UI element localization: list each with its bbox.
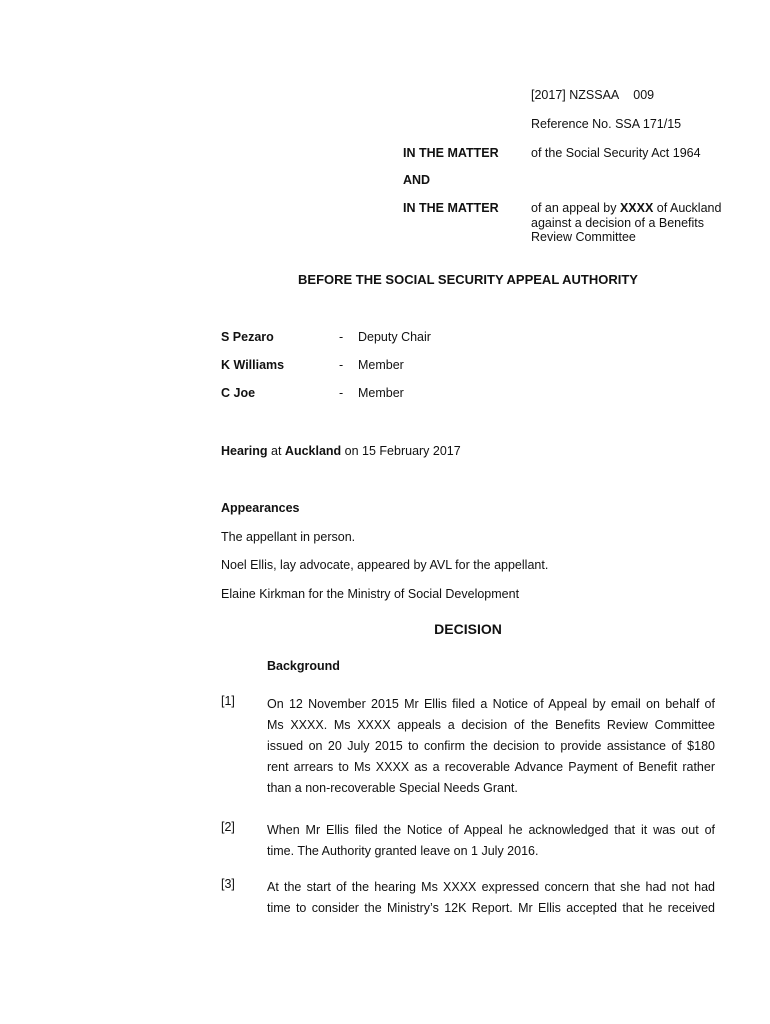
paragraph-text xyxy=(267,877,715,919)
matter-label-2: IN THE MATTER xyxy=(403,201,499,215)
paragraph-text xyxy=(267,694,715,799)
and-label: AND xyxy=(403,173,431,187)
matter-text-2-pre: of an appeal by xyxy=(531,201,620,215)
appearance-line: The appellant in person. xyxy=(221,530,356,544)
paragraph-line: than a non-recoverable Special Needs Grant. xyxy=(267,781,518,795)
hearing-word: Hearing xyxy=(221,444,268,458)
appellant-name: XXXX xyxy=(619,201,654,215)
paragraph-text xyxy=(267,820,715,862)
panel-member-role: Member xyxy=(358,358,404,372)
matter-label-1: IN THE MATTER xyxy=(403,146,499,160)
paragraph-number: [3] xyxy=(221,877,235,891)
matter-text-2 xyxy=(531,201,731,245)
hearing-date: on 15 February 2017 xyxy=(341,444,461,458)
hearing-details xyxy=(221,444,461,459)
paragraph-line: At the start of the hearing Ms XXXX expressed concern that she had not had xyxy=(267,880,715,894)
panel-member-role: Member xyxy=(358,386,404,400)
panel-member-name: K Williams xyxy=(221,358,285,372)
paragraph-line: Ms XXXX. Ms XXXX appeals a decision of the Benefits Review Committee xyxy=(267,718,715,732)
matter-text-2-post: of Auckland against a decision of a Benefits Review Committee xyxy=(531,201,722,244)
citation-number: 009 xyxy=(633,88,655,102)
paragraph-line: issued on 20 July 2015 to confirm the decision to provide assistance of $180 xyxy=(267,739,715,753)
panel-member-name: S Pezaro xyxy=(221,330,274,344)
paragraph-number: [1] xyxy=(221,694,235,708)
panel-member-dash: - xyxy=(339,386,344,400)
panel-member-role: Deputy Chair xyxy=(358,330,431,344)
paragraph-line: When Mr Ellis filed the Notice of Appeal he acknowledged that it was out of xyxy=(267,823,715,837)
appearance-line: Elaine Kirkman for the Ministry of Social Development xyxy=(221,587,520,601)
paragraph-line: rent arrears to Ms XXXX as a recoverable Advance Payment of Benefit rather xyxy=(267,760,715,774)
case-citation xyxy=(531,88,654,103)
paragraph-number: [2] xyxy=(221,820,235,834)
matter-text-1: of the Social Security Act 1964 xyxy=(531,146,701,160)
panel-member-dash: - xyxy=(339,330,344,344)
hearing-at: at xyxy=(267,444,285,458)
paragraph-line: On 12 November 2015 Mr Ellis filed a Notice of Appeal by email on behalf of xyxy=(267,697,715,711)
appearance-line: Noel Ellis, lay advocate, appeared by AVL for the appellant. xyxy=(221,558,549,572)
citation-text: [2017] NZSSAA xyxy=(531,88,620,102)
hearing-place: Auckland xyxy=(284,444,342,458)
paragraph-line: time to consider the Ministry’s 12K Report. Mr Ellis accepted that he received xyxy=(267,901,715,915)
authority-heading: BEFORE THE SOCIAL SECURITY APPEAL AUTHORITY xyxy=(298,272,638,287)
panel-member-name: C Joe xyxy=(221,386,256,400)
background-title: Background xyxy=(267,659,340,673)
paragraph-line: time. The Authority granted leave on 1 July 2016. xyxy=(267,844,539,858)
appearances-title: Appearances xyxy=(221,501,300,515)
decision-title: DECISION xyxy=(434,621,502,637)
panel-member-dash: - xyxy=(339,358,344,372)
reference-number: Reference No. SSA 171/15 xyxy=(531,117,682,131)
